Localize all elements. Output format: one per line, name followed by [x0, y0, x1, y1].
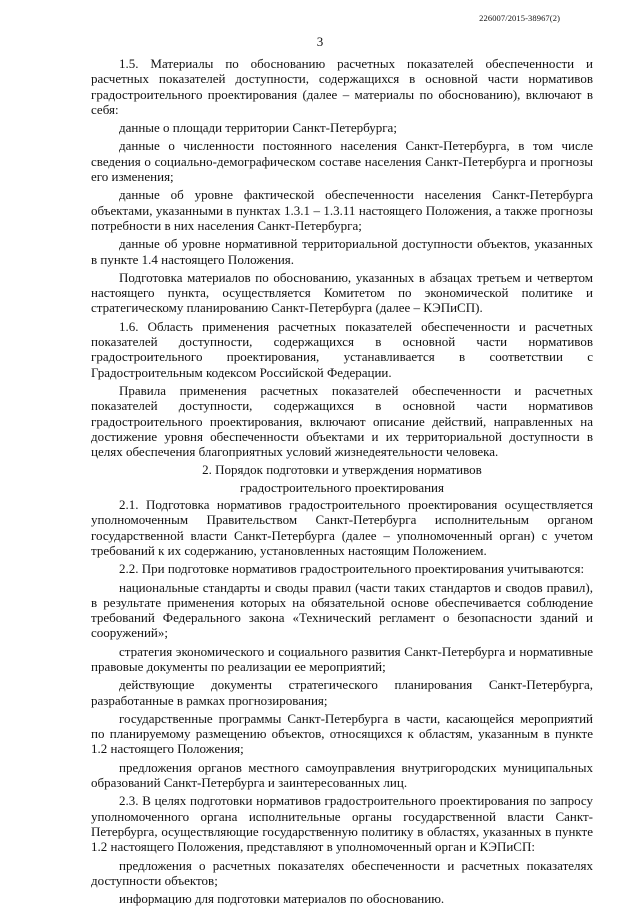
document-body — [91, 56, 593, 909]
paragraph-territory-area: данные о площади территории Санкт-Петербурга; — [119, 120, 397, 136]
paragraph-strategic-documents: действующие документы стратегического планирования Санкт-Петербурга, разработанные в рамках прогнозирования; — [91, 677, 593, 708]
page-number: 3 — [316, 34, 324, 49]
paragraph-2-3: 2.3. В целях подготовки нормативов градостроительного проектирования по запросу уполномоченного органа исполнительные органы государственной власти Санкт-Петербурга, осуществляющие государственную политику в областях, указанных в пункте 1.2 настоящего Положения, представляют в уполномоченный орган и КЭПиСП: — [91, 793, 593, 855]
paragraph-application-rules: Правила применения расчетных показателей обеспеченности и расчетных показателей доступности, содержащихся в основной части нормативов градостроительного проектирования, включают описание действий, направленных на достижение уровня обеспеченности объектами и их территориальной доступности в целях обеспечения благоприятных условий жизнедеятельности человека. — [91, 382, 593, 460]
paragraph-2-1: 2.1. Подготовка нормативов градостроительного проектирования осуществляется уполномоченным Правительством Санкт-Петербурга исполнительным органом государственной власти Санкт-Петербурга (далее – уполномоченный орган) с учетом требований к их содержанию, установленных настоящим Положением. — [91, 497, 593, 558]
paragraph-1-6: 1.6. Область применения расчетных показателей обеспеченности и расчетных показателей доступности, содержащихся в основной части нормативов градостроительного проектирования, устанавливается в соответствии с Градостроительным кодексом Российской Федерации. — [91, 318, 593, 380]
paragraph-information: информацию для подготовки материалов по обоснованию. — [119, 891, 445, 907]
paragraph-indicator-proposals: предложения о расчетных показателях обеспеченности и расчетных показателях доступности объектов; — [91, 857, 593, 888]
section-title-line-2: градостроительного проектирования — [240, 479, 444, 495]
paragraph-2-2: 2.2. При подготовке нормативов градостроительного проектирования учитываются: — [119, 561, 585, 577]
paragraph-actual-provision: данные об уровне фактической обеспеченности населения Санкт-Петербурга объектами, указанными в пунктах 1.3.1 – 1.3.11 настоящего Положения, а также прогнозы потребности в них населения Санкт-Петербурга; — [91, 187, 593, 233]
paragraph-state-programs: государственные программы Санкт-Петербурга в части, касающейся мероприятий по планируемому размещению объектов, относящихся к областям, указанным в пункте 1.2 настоящего Положения; — [91, 710, 593, 757]
paragraph-normative-accessibility: данные об уровне нормативной территориальной доступности объектов, указанных в пункте 1.4 настоящего Положения. — [91, 236, 593, 267]
paragraph-population: данные о численности постоянного населения Санкт-Петербурга, в том числе сведения о социально-демографическом составе населения Санкт-Петербурга и прогнозы его изменения; — [91, 138, 593, 185]
paragraph-national-standards: национальные стандарты и своды правил (части таких стандартов и сводов правил), в результате применения которых на обязательной основе обеспечивается соблюдение требований Федерального закона «Технический регламент о безопасности зданий и сооружений»; — [91, 579, 593, 641]
paragraph-preparation: Подготовка материалов по обоснованию, указанных в абзацах третьем и четвертом настоящего пункта, осуществляется Комитетом по экономической политике и стратегическому планированию Санкт-Петербурга (далее – КЭПиСП). — [91, 269, 593, 316]
paragraph-development-strategy: стратегия экономического и социального развития Санкт-Петербурга и нормативные правовые документы по реализации ее мероприятий; — [91, 643, 593, 674]
paragraph-1-5: 1.5. Материалы по обоснованию расчетных показателей обеспеченности и расчетных показателей доступности, содержащихся в основной части нормативов градостроительного проектирования (далее – материалы по обоснованию), включают в себя: — [91, 56, 593, 117]
document-number: 226007/2015-38967(2) — [479, 13, 560, 23]
paragraph-municipal-proposals: предложения органов местного самоуправления внутригородских муниципальных образований Санкт-Петербурга и заинтересованных лиц. — [91, 759, 593, 791]
section-title-line-1: 2. Порядок подготовки и утверждения нормативов — [202, 462, 482, 478]
